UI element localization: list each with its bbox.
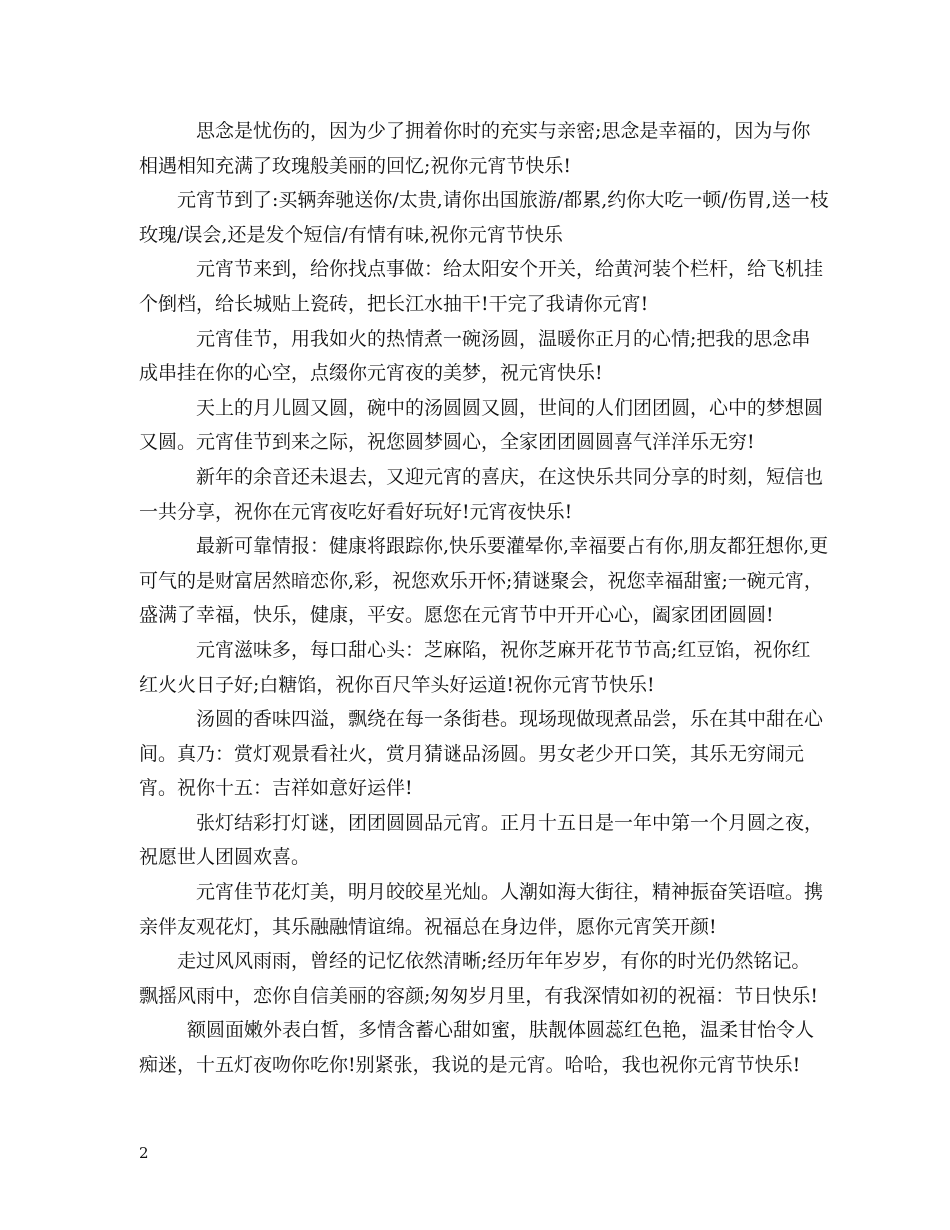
paragraph-12: 走过风风雨雨，曾经的记忆依然清晰;经历年年岁岁，有你的时光仍然铭记。飘摇风雨中，恋你自信美丽的容颜;匆匆岁月里，有我深情如初的祝福：节日快乐! [139,950,819,1007]
paragraph-10: 张灯结彩打灯谜，团团圆圆品元宵。正月十五日是一年中第一个月圆之夜，祝愿世人团圆欢喜。 [139,811,824,869]
paragraph-6: 新年的余音还未退去，又迎元宵的喜庆，在这快乐共同分享的时刻，短信也一共分享，祝你在元宵夜吃好看好玩好!元宵夜快乐! [139,465,824,523]
paragraph-7: 最新可靠情报：健康将跟踪你,快乐要灌晕你,幸福要占有你,朋友都狂想你,更可气的是财富居然暗恋你,彩，祝您欢乐开怀;猜谜聚会，祝您幸福甜蜜;一碗元宵，盛满了幸福，快乐，健康，平安。愿您在元宵节中开开心心，阖家团团圆圆! [139,535,829,627]
paragraph-5: 天上的月儿圆又圆，碗中的汤圆圆又圆，世间的人们团团圆，心中的梦想圆又圆。元宵佳节到来之际，祝您圆梦圆心，全家团团圆圆喜气洋洋乐无穷! [139,396,824,454]
paragraph-1: 思念是忧伤的，因为少了拥着你时的充实与亲密;思念是幸福的，因为与你相遇相知充满了玫瑰般美丽的回忆;祝你元宵节快乐! [139,120,811,177]
paragraph-3: 元宵节来到，给你找点事做：给太阳安个开关，给黄河装个栏杆，给飞机挂个倒档，给长城贴上瓷砖，把长江水抽干!干完了我请你元宵! [139,258,824,315]
paragraph-2: 元宵节到了:买辆奔驰送你/太贵,请你出国旅游/都累,约你大吃一顿/伤胃,送一枝玫瑰/误会,还是发个短信/有情有味,祝你元宵节快乐 [139,189,829,246]
page-number: 2 [139,1144,149,1162]
paragraph-13: 额圆面嫩外表白皙，多情含蓄心甜如蜜，肤靓体圆蕊红色艳，温柔甘怡令人痴迷，十五灯夜吻你吃你!别紧张，我说的是元宵。哈哈，我也祝你元宵节快乐! [139,1019,815,1077]
paragraph-11: 元宵佳节花灯美，明月皎皎星光灿。人潮如海大街往，精神振奋笑语喧。携亲伴友观花灯，其乐融融情谊绵。祝福总在身边伴，愿你元宵笑开颜! [139,881,824,938]
document-body [139,114,829,1083]
paragraph-9: 汤圆的香味四溢，飘绕在每一条街巷。现场现做现煮品尝，乐在其中甜在心间。真乃：赏灯观景看社火，赏月猜谜品汤圆。男女老少开口笑，其乐无穷闹元宵。祝你十五：吉祥如意好运伴! [139,708,824,800]
paragraph-8: 元宵滋味多，每口甜心头：芝麻陷，祝你芝麻开花节节高;红豆馅，祝你红红火火日子好;白糖馅，祝你百尺竿头好运道!祝你元宵节快乐! [139,638,811,696]
paragraph-4: 元宵佳节，用我如火的热情煮一碗汤圆，温暖你正月的心情;把我的思念串成串挂在你的心空，点缀你元宵夜的美梦，祝元宵快乐! [139,327,811,385]
